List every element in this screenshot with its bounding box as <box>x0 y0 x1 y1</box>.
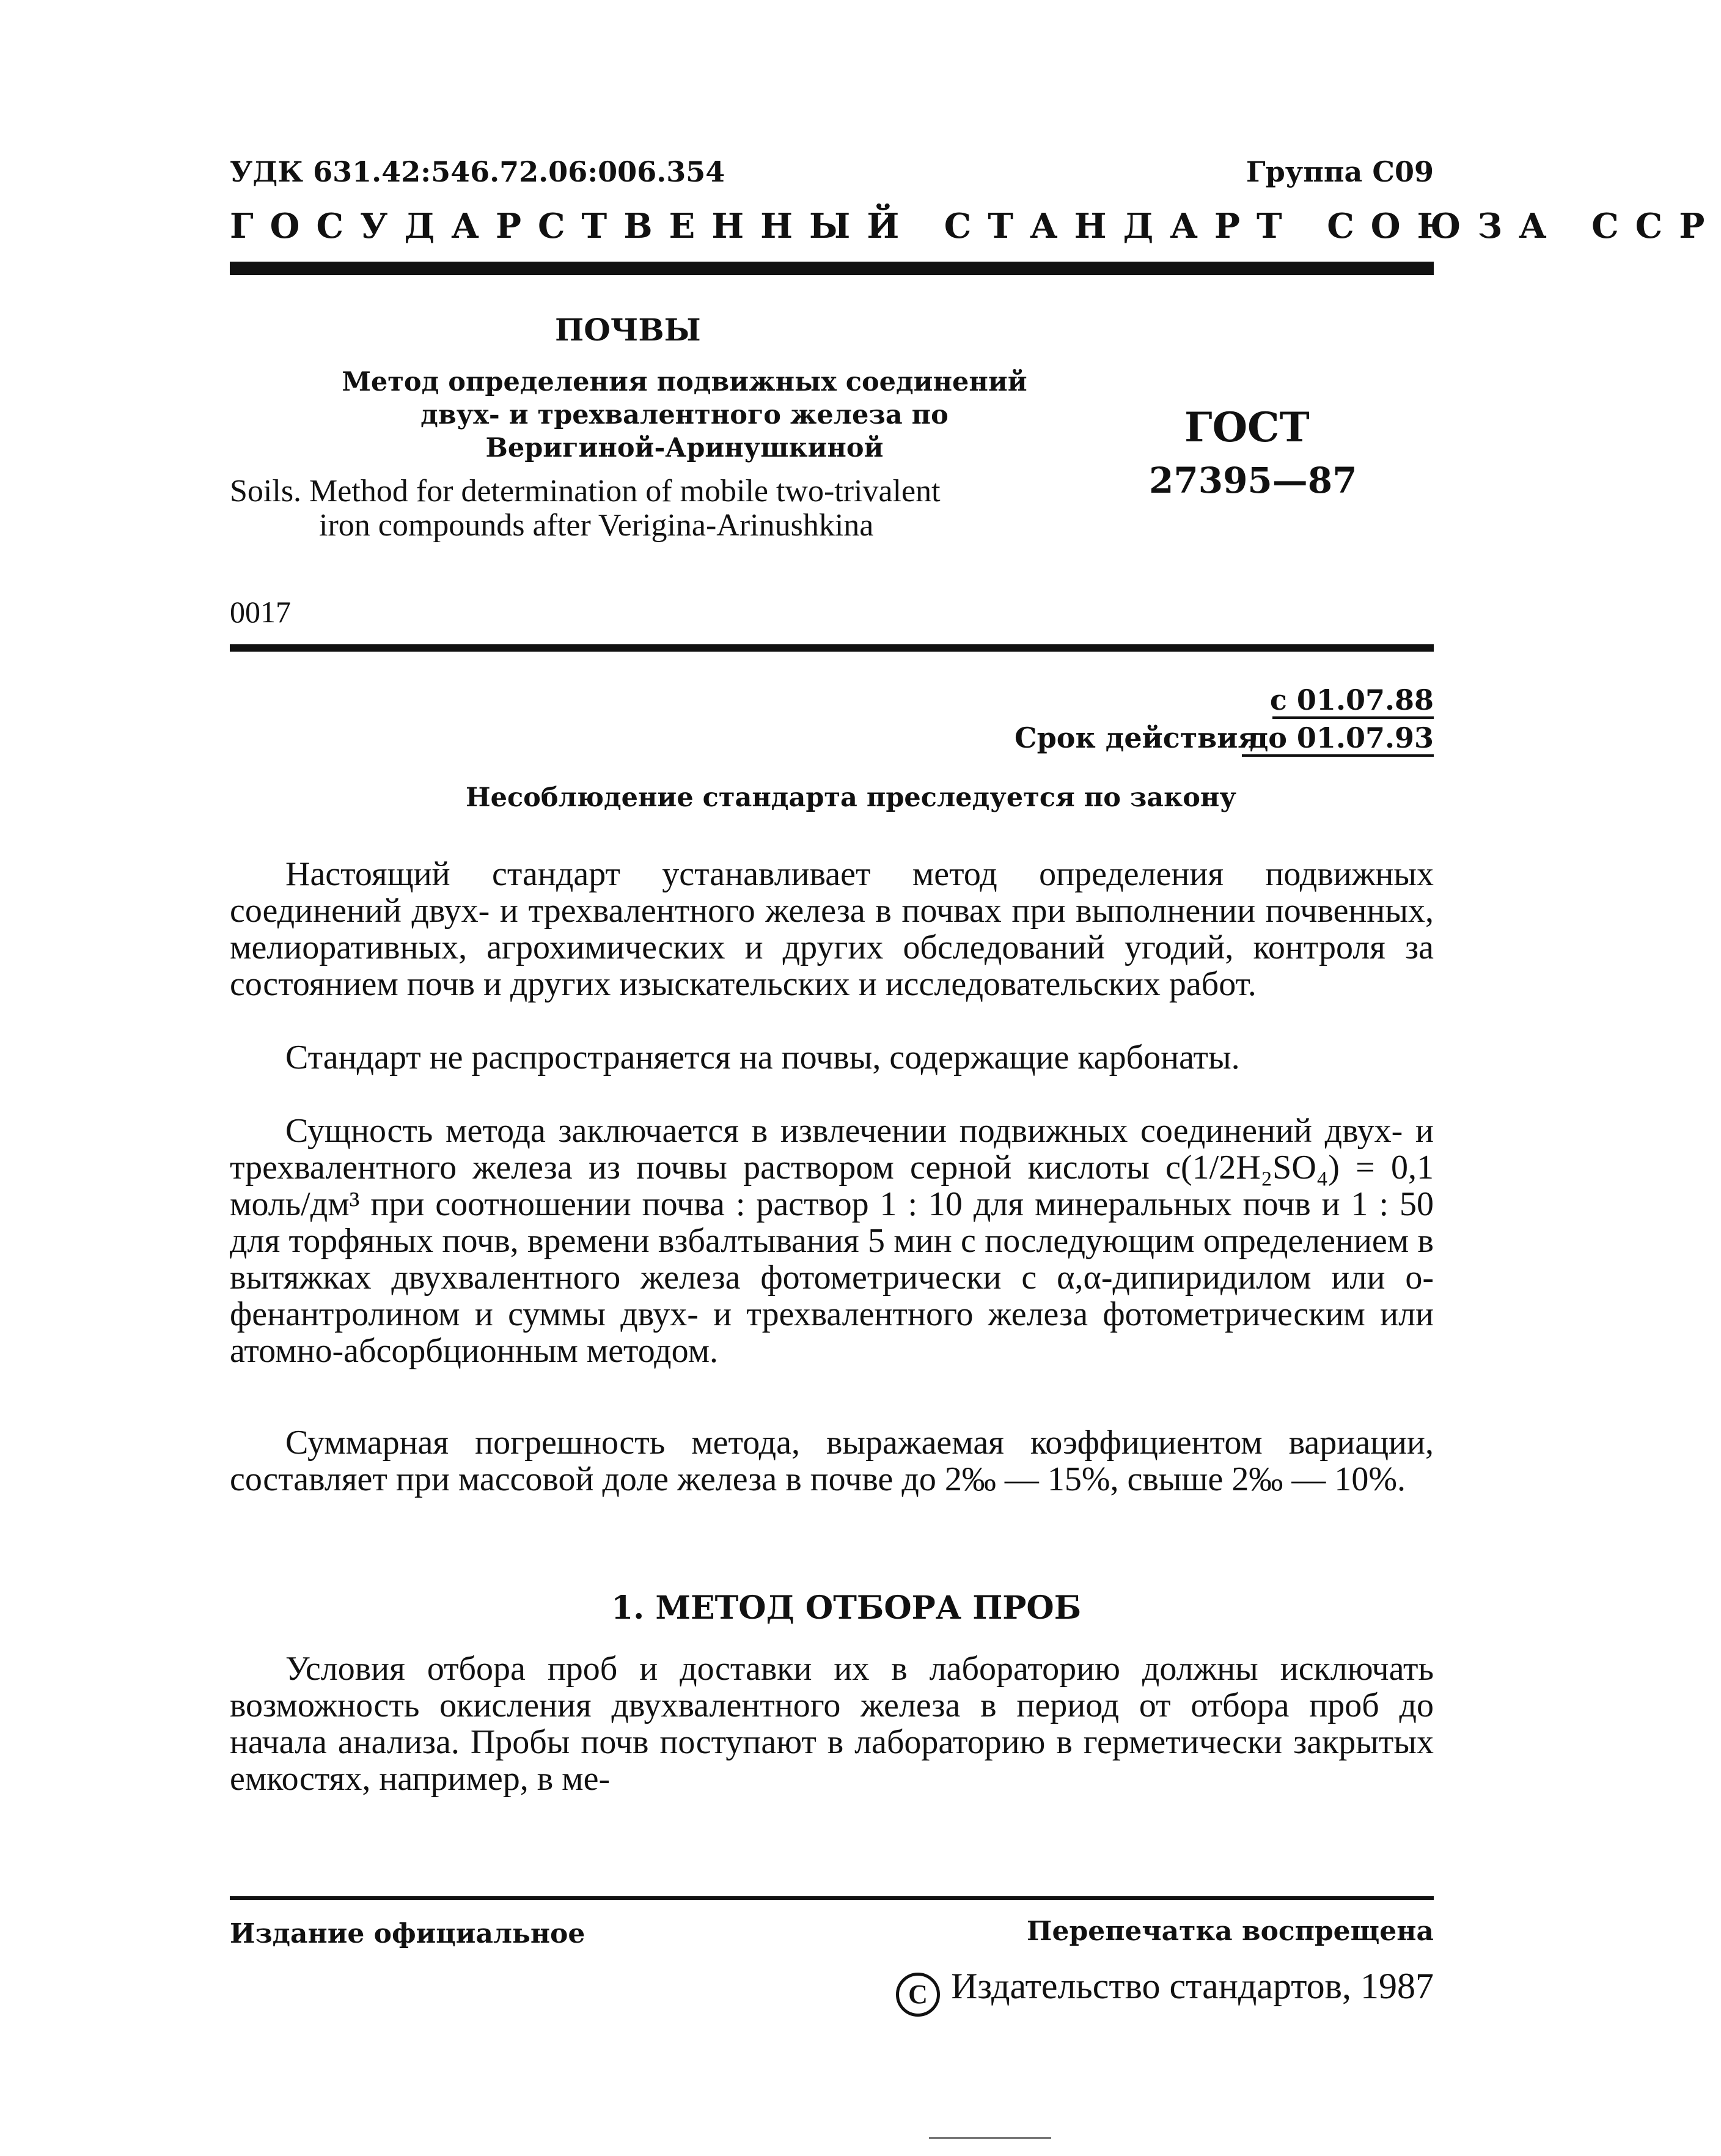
body-paragraph: Суммарная погрешность метода, выражаемая коэффициентом вариации, составляет при массовой доле железа в почве до 2‰ — 15%, свыше 2‰ — 10%. <box>230 1424 1434 1498</box>
subtitle-line: Метод определения подвижных соединений <box>342 367 1027 397</box>
gost-label: ГОСТ <box>1184 403 1310 451</box>
official-edition-label: Издание официальное <box>230 1918 585 1949</box>
body-paragraph: Настоящий стандарт устанавливает метод определения подвижных соединений двух- и трехвалентного железа в почвах при выполнении почвенных, мелиоративных, агрохимических и других обследований угодий, контроля за состоянием почв и других изыскательских и исследовательских работ. <box>230 855 1434 1003</box>
page-edge-mark <box>929 2137 1051 2139</box>
subtitle-line: двух- и трехвалентного железа по <box>420 400 949 430</box>
body-paragraph: Условия отбора проб и доставки их в лабораторию должны исключать возможность окисления двухвалентного железа в период от отбора проб до начала анализа. Пробы почв поступают в лабораторию в герметически закрытых емкостях, например, в ме- <box>230 1650 1434 1798</box>
title-rule <box>230 644 1434 652</box>
validity-to-underline <box>1242 754 1434 757</box>
udk-code: УДК 631.42:546.72.06:006.354 <box>230 155 725 188</box>
document-title: ПОЧВЫ <box>555 312 701 348</box>
english-title-line: iron compounds after Verigina-Arinushkina <box>319 508 874 543</box>
group-code: Группа С09 <box>1246 155 1434 188</box>
validity-from-underline <box>1272 716 1434 719</box>
gost-number: 27395—87 <box>1149 460 1357 501</box>
reprint-prohibited-label: Перепечатка воспрещена <box>1026 1916 1434 1947</box>
english-title-line: Soils. Method for determination of mobile two-trivalent <box>230 474 941 509</box>
classification-code: 0017 <box>230 595 291 629</box>
copyright-line <box>896 1965 1434 2017</box>
section-heading: 1. МЕТОД ОТБОРА ПРОБ <box>611 1589 1082 1627</box>
validity-to: до 01.07.93 <box>1249 721 1434 754</box>
validity-from: с 01.07.88 <box>1269 683 1434 716</box>
publisher-text: Издательство стандартов, 1987 <box>951 1966 1434 2006</box>
state-standard-heading: ГОСУДАРСТВЕННЫЙ СТАНДАРТ СОЮЗА ССР <box>230 206 1721 246</box>
validity-label: Срок действия <box>1015 721 1259 754</box>
law-notice: Несоблюдение стандарта преследуется по закону <box>466 782 1236 813</box>
subtitle-line: Веригиной-Аринушкиной <box>485 433 884 463</box>
body-paragraph: Сущность метода заключается в извлечении подвижных соединений двух- и трехвалентного железа из почвы раствором серной кислоты c(1/2H₂SO₄) = 0,1 моль/дм³ при соотношении почва : раствор 1 : 10 для минеральных почв и 1 : 50 для торфяных почв, времени взбалтывания 5 мин с последующим определением в вытяжках двухвалентного железа фотометрически с α,α-дипиридилом или о-фенантролином и суммы двух- и трехвалентного железа фотометрическим или атомно-абсорбционным методом. <box>230 1112 1434 1370</box>
header-rule <box>230 262 1434 275</box>
footer-rule <box>230 1896 1434 1900</box>
copyright-icon: C <box>896 1973 940 2017</box>
body-paragraph: Стандарт не распространяется на почвы, содержащие карбонаты. <box>285 1039 1240 1076</box>
